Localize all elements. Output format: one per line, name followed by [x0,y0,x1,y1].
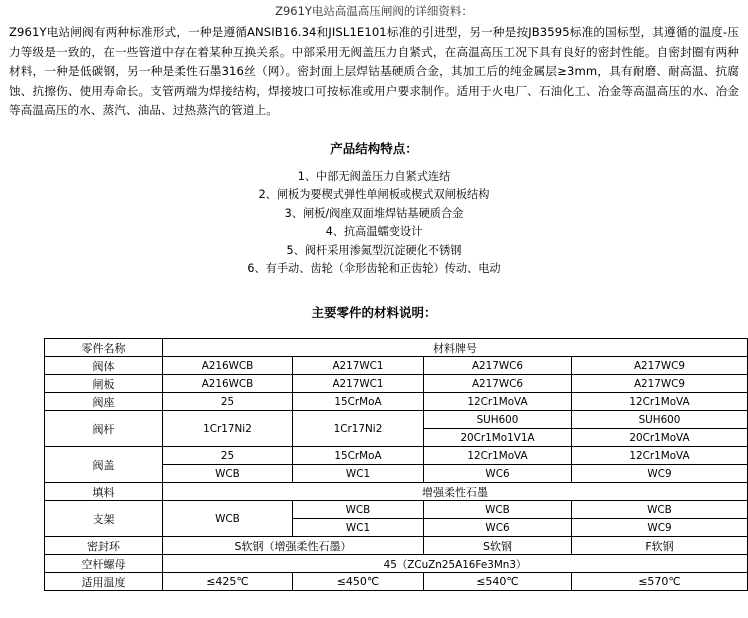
table-cell: SUH600 [572,411,748,429]
features-list [0,168,748,278]
part-name: 支架 [45,501,163,537]
part-name: 阀杆 [45,411,163,447]
table-row [45,555,748,573]
table-cell: ≤540℃ [424,573,572,591]
page-title: Z961Y电站高温高压闸阀的详细资料： [275,4,473,18]
table-cell: WCB [163,465,293,483]
feature-item: 5、阀杆采用渗氮型沉淀硬化不锈钢 [286,243,462,257]
table-cell: WCB [293,501,424,519]
part-name: 适用温度 [45,573,163,591]
table-cell: WC6 [424,519,572,537]
header-material-grade: 材料牌号 [163,339,748,357]
table-cell: 20Cr1MoVA [572,429,748,447]
table-cell: 25 [163,447,293,465]
table-row [45,375,748,393]
feature-item: 6、有手动、齿轮（伞形齿轮和正齿轮）传动、电动 [247,262,501,276]
part-name: 阀盖 [45,447,163,483]
table-cell: 45（ZCuZn25A16Fe3Mn3） [163,555,748,573]
part-name: 密封环 [45,537,163,555]
table-cell: ≤570℃ [572,573,748,591]
feature-item: 2、闸板为要楔式弹性单闸板或楔式双闸板结构 [258,188,490,202]
part-name: 阀体 [45,357,163,375]
table-cell: 12Cr1MoVA [572,447,748,465]
table-cell: WC1 [293,519,424,537]
table-cell: A217WC9 [572,357,748,375]
table-cell: WC9 [572,465,748,483]
table-cell: 12Cr1MoVA [572,393,748,411]
table-cell: WCB [163,501,293,537]
table-cell: S软钢（增强柔性石墨） [163,537,424,555]
table-cell: ≤450℃ [293,573,424,591]
table-cell: A217WC1 [293,357,424,375]
part-name: 填料 [45,483,163,501]
table-row [45,447,748,465]
table-row [45,393,748,411]
table-cell: 15CrMoA [293,447,424,465]
table-row [45,357,748,375]
table-header-row [45,339,748,357]
table-cell: A217WC1 [293,375,424,393]
intro-paragraph: Z961Y电站闸阀有两种标准形式，一种是遵循ANSIB16.34和JISL1E101标准的引进型，另一种是按JB3595标准的国标型，其遵循的温度-压力等级是一致的，在一些管道中存在着某种互换关系。中部采用无阀盖压力自紧式，在高温高压工况下具有良好的密封性能。自密封圈有两种材料，一种是低碳钢，另一种是柔性石墨316丝（网）。密封面上层焊钴基硬质合金，其加工后的纯金属层≥3mm，具有耐磨、耐高温、抗腐蚀、抗擦伤、使用寿命长。支管两端为焊接结构，焊接坡口可按标准或用户要求制作。适用于火电厂、石油化工、冶金等高温高压的水、冶金等高温高压的水、蒸汽、油品、过热蒸汽的管道上。 [9,25,739,117]
table-cell: SUH600 [424,411,572,429]
table-row [45,483,748,501]
feature-item: 4、抗高温蠕变设计 [325,225,423,239]
table-cell: 增强柔性石墨 [163,483,748,501]
materials-heading: 主要零件的材料说明： [311,305,437,320]
table-cell: 12Cr1MoVA [424,393,572,411]
table-cell: ≤425℃ [163,573,293,591]
table-cell: WC9 [572,519,748,537]
part-name: 闸板 [45,375,163,393]
table-cell: F软钢 [572,537,748,555]
table-cell: A217WC9 [572,375,748,393]
table-row [45,411,748,429]
table-cell: WCB [572,501,748,519]
table-cell: WC6 [424,465,572,483]
materials-table [44,338,748,591]
table-cell: S软钢 [424,537,572,555]
feature-item: 1、中部无阀盖压力自紧式连结 [297,170,451,183]
table-row [45,537,748,555]
table-cell: A217WC6 [424,375,572,393]
table-cell: 25 [163,393,293,411]
feature-item: 3、闸板/阀座双面堆焊钴基硬质合金 [284,206,464,220]
part-name: 阀座 [45,393,163,411]
part-name: 空杆螺母 [45,555,163,573]
table-cell: WCB [424,501,572,519]
table-cell: A216WCB [163,375,293,393]
table-cell: 20Cr1Mo1V1A [424,429,572,447]
table-cell: A216WCB [163,357,293,375]
table-cell: A217WC6 [424,357,572,375]
table-cell: 12Cr1MoVA [424,447,572,465]
table-row [45,573,748,591]
table-cell: WC1 [293,465,424,483]
table-row [45,501,748,519]
table-cell: 1Cr17Ni2 [163,411,293,447]
features-heading: 产品结构特点： [330,141,418,156]
table-cell: 1Cr17Ni2 [293,411,424,447]
header-part-name: 零件名称 [45,339,163,357]
table-cell: 15CrMoA [293,393,424,411]
